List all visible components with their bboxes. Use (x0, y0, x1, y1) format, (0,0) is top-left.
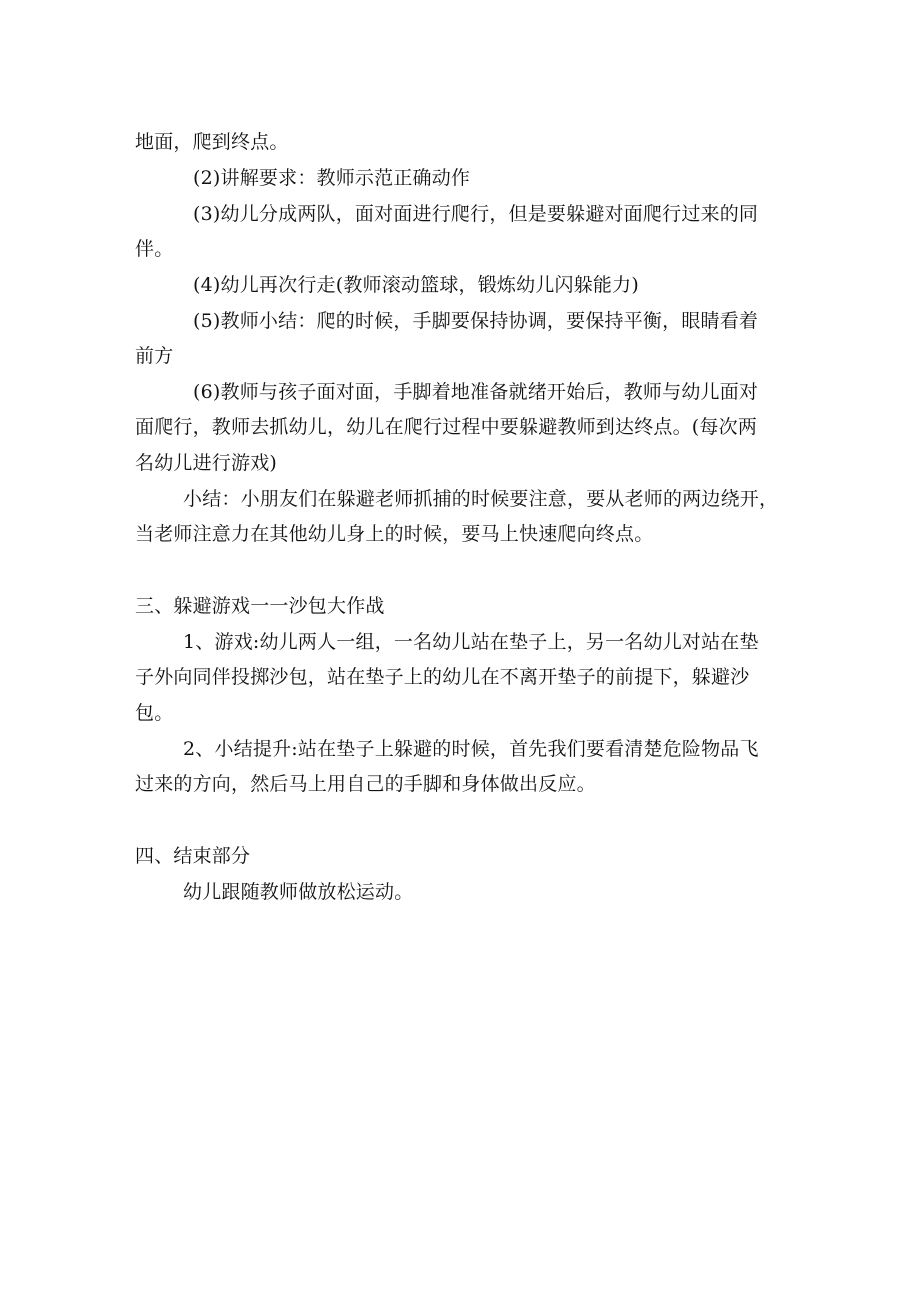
list-item-6-continued: 名幼儿进行游戏) (135, 452, 278, 474)
section-3-item-2: 2、小结提升:站在垫子上躲避的时候，首先我们要看清楚危险物品飞 (183, 738, 759, 760)
list-item-5-continued: 前方 (135, 345, 174, 367)
list-item-3: (3)幼儿分成两队，面对面进行爬行，但是要躲避对面爬行过来的同 (193, 203, 759, 225)
list-item-4: (4)幼儿再次行走(教师滚动篮球，锻炼幼儿闪躲能力) (193, 274, 639, 296)
summary-paragraph-continued: 当老师注意力在其他幼儿身上的时候，要马上快速爬向终点。 (135, 523, 654, 545)
section-4-body: 幼儿跟随教师做放松运动。 (183, 881, 414, 903)
section-3-item-1-continued: 子外向同伴投掷沙包，站在垫子上的幼儿在不离开垫子的前提下，躲避沙 (135, 666, 750, 688)
section-3-item-2-continued: 过来的方向，然后马上用自己的手脚和身体做出反应。 (135, 773, 596, 795)
list-item-6: (6)教师与孩子面对面，手脚着地准备就绪开始后，教师与幼儿面对 (193, 381, 759, 403)
paragraph-line: 地面，爬到终点。 (135, 131, 289, 153)
list-item-5: (5)教师小结：爬的时候，手脚要保持协调，要保持平衡，眼睛看着 (193, 310, 759, 332)
list-item-6-continued: 面爬行，教师去抓幼儿，幼儿在爬行过程中要躲避教师到达终点。(每次两 (135, 416, 758, 438)
section-3-item-1: 1、游戏:幼儿两人一组，一名幼儿站在垫子上，另一名幼儿对站在垫 (183, 631, 759, 653)
section-3-heading: 三、躲避游戏一一沙包大作战 (135, 595, 385, 617)
section-3-item-1-continued: 包。 (135, 702, 174, 724)
list-item-2: (2)讲解要求：教师示范正确动作 (193, 167, 471, 189)
summary-paragraph: 小结：小朋友们在躲避老师抓捕的时候要注意，要从老师的两边绕开， (183, 488, 779, 510)
section-4-heading: 四、结束部分 (135, 845, 251, 867)
list-item-3-continued: 伴。 (135, 238, 174, 260)
